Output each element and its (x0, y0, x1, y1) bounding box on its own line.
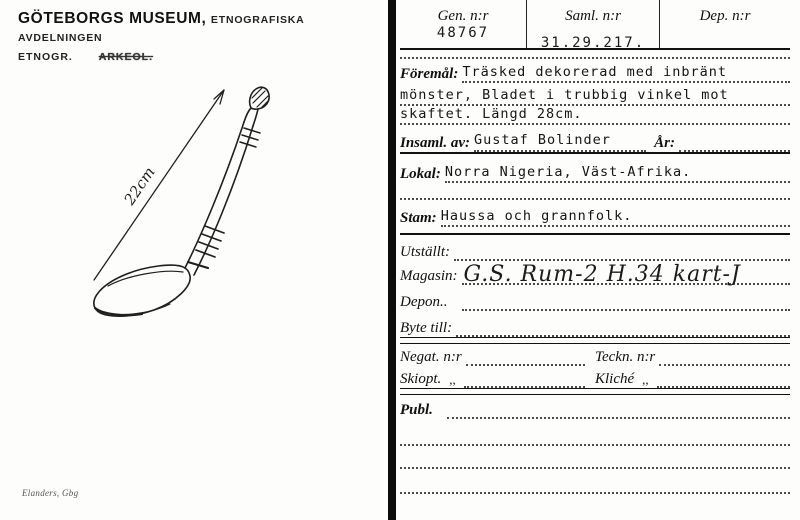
spoon-bowl (94, 265, 190, 316)
insaml-label: Insaml. av: (400, 135, 471, 152)
skiopt-kliche-row (400, 366, 790, 388)
insaml-value: Gustaf Bolinder (474, 132, 611, 148)
double-rule (400, 388, 790, 395)
skiopt-value (464, 386, 585, 388)
byte-till-label: Byte till: (400, 320, 453, 337)
gen-number-value: 48767 (436, 25, 490, 41)
stam-value: Haussa och grannfolk. (440, 208, 633, 224)
saml-number-value: 31.29.217. (540, 35, 646, 51)
utstallt-label: Utställt: (400, 244, 451, 261)
empty-ruled-line (400, 419, 790, 446)
foremal-line3 (400, 106, 790, 125)
department-name: ETNOGRAFISKA AVDELNINGEN (18, 14, 305, 44)
foremal-line2 (400, 83, 790, 106)
byte-till-value (456, 335, 790, 337)
negat-teckn-row (400, 344, 790, 366)
etnogr-label: ETNOGR. (18, 51, 73, 63)
arkeol-label-struck: ARKEOL. (98, 51, 154, 63)
card-left-edge-bar (388, 0, 396, 520)
skiopt-field (400, 372, 595, 388)
double-rule (400, 337, 790, 344)
dep-number-cell (660, 0, 790, 48)
publ-row (400, 395, 790, 419)
insaml-row (400, 125, 790, 154)
empty-ruled-line (400, 183, 790, 200)
kliche-value (657, 386, 790, 388)
magasin-row (400, 261, 790, 285)
measurement-label: 22cm (120, 163, 159, 209)
empty-ruled-line (400, 469, 790, 494)
ar-value (679, 149, 790, 152)
foremal-text-3: skaftet. Längd 28cm. (400, 106, 583, 122)
section-rule (400, 227, 790, 235)
tip-band-hatching (240, 128, 260, 147)
negat-field (400, 350, 595, 366)
depon-label: Depon.. (400, 294, 448, 311)
ditto-mark: ,, (449, 372, 456, 387)
foremal-text-1: Träsked dekorerad med inbränt (462, 64, 728, 80)
gen-number-cell (400, 0, 527, 48)
ditto-mark: ,, (642, 372, 649, 387)
empty-ruled-line (400, 50, 790, 59)
byte-till-row (400, 311, 790, 337)
measurement-arrow (94, 90, 224, 280)
spoon-sketch (72, 78, 337, 333)
lokal-row (400, 154, 790, 183)
printer-mark: Elanders, Gbg (22, 488, 79, 498)
foremal-text-2: mönster, Bladet i trubbig vinkel mot (400, 87, 729, 103)
teckn-label: Teckn. n:r (595, 349, 656, 366)
depon-row (400, 285, 790, 311)
publ-label: Publ. (400, 402, 433, 419)
saml-number-cell (527, 0, 660, 51)
category-line (18, 51, 388, 63)
kliche-field (595, 372, 790, 388)
lokal-value: Norra Nigeria, Väst-Afrika. (444, 164, 692, 180)
spoon-tip-knob (250, 87, 270, 109)
skiopt-label: Skiopt. (400, 371, 442, 388)
kliche-label: Kliché (595, 371, 635, 388)
saml-number-label: Saml. n:r (565, 8, 621, 24)
magasin-handwritten-value: G.S. Rum-2 H.34 kart-J (463, 262, 741, 287)
dep-number-label: Dep. n:r (699, 8, 751, 24)
foremal-line1 (400, 59, 790, 83)
lokal-label: Lokal: (400, 166, 441, 183)
catalog-card-form (396, 0, 800, 520)
stam-label: Stam: (400, 210, 437, 227)
teckn-field (595, 350, 790, 366)
neck-band-hatching (188, 226, 224, 268)
museum-header (0, 0, 388, 63)
empty-ruled-line (400, 446, 790, 469)
museum-name: GÖTEBORGS MUSEUM, (18, 10, 207, 27)
left-page (0, 0, 388, 520)
spoon-sketch-drawing (72, 78, 337, 328)
gen-number-label: Gen. n:r (437, 8, 489, 24)
stam-row (400, 200, 790, 227)
negat-label: Negat. n:r (400, 349, 462, 366)
header-number-boxes (400, 0, 790, 50)
foremal-label: Föremål: (400, 66, 459, 83)
museum-title-line (18, 10, 388, 46)
magasin-label: Magasin: (400, 268, 458, 285)
ar-label: År: (654, 135, 675, 152)
